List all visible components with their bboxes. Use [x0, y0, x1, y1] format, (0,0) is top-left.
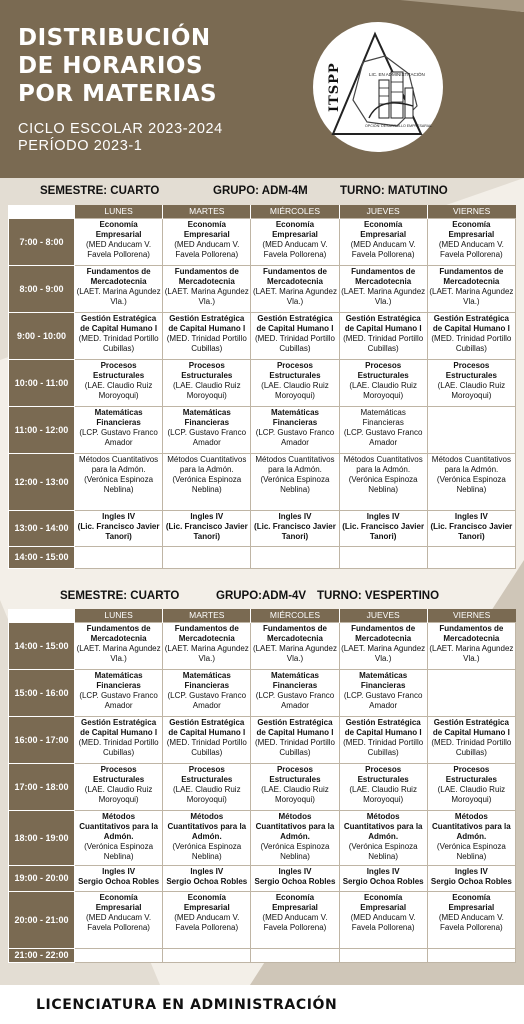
teacher-name: (MED Anducam V. Favela Pollorena) — [350, 912, 416, 932]
subject-name: Economía Empresarial — [95, 219, 142, 239]
teacher-name: (LCP. Gustavo Franco Amador — [167, 427, 247, 447]
day-header-tuesday: MARTES — [163, 205, 251, 218]
time-slot-label: 8:00 - 9:00 — [9, 265, 75, 312]
page-title — [18, 24, 298, 108]
subject-name: Fundamentos de Mercadotecnia — [351, 266, 416, 286]
schedule-cell — [163, 406, 251, 453]
subject-name: Economía Empresarial — [183, 892, 230, 912]
schedule-cell — [163, 669, 251, 716]
subject-name: Matemáticas Financieras — [360, 407, 406, 427]
schedule-cell — [251, 406, 339, 453]
day-header-wednesday: MIÉRCOLES — [251, 205, 339, 218]
table-header-row — [9, 205, 516, 218]
subject-name: Procesos Estructurales — [181, 360, 233, 380]
subject-name: Procesos Estructurales — [269, 764, 321, 784]
teacher-name: Sergio Ochoa Robles — [342, 876, 424, 886]
teacher-name: (LAE. Claudio Ruiz Moroyoqui) — [437, 784, 506, 804]
schedule-cell — [163, 265, 251, 312]
title-line-1: DISTRIBUCIÓN — [18, 25, 211, 51]
subject-name: Economía Empresarial — [272, 892, 318, 912]
time-slot-label: 15:00 - 16:00 — [9, 669, 75, 716]
cycle-info — [18, 121, 223, 155]
morning-semester: SEMESTRE: CUARTO — [40, 185, 160, 197]
teacher-name: (LAE. Claudio Ruiz Moroyoqui) — [437, 380, 506, 400]
subject-name: Economía Empresarial — [360, 892, 407, 912]
subject-name: Métodos Cuantitativos para la Admón. — [79, 454, 159, 474]
subject-name: Ingles IV — [366, 866, 400, 876]
teacher-name: (MED. Trinidad Portillo Cubillas) — [343, 737, 424, 757]
teacher-name: Sergio Ochoa Robles — [430, 876, 512, 886]
school-cycle: CICLO ESCOLAR 2023-2024 — [18, 121, 223, 137]
teacher-name: (Lic. Francisco Javier Tanori) — [254, 521, 336, 541]
subject-name: Economía Empresarial — [272, 219, 318, 239]
schedule-cell — [339, 406, 427, 453]
schedule-cell — [339, 810, 427, 865]
schedule-row — [9, 865, 516, 891]
teacher-name: (LAET. Marina Agundez Vla.) — [164, 643, 249, 663]
subject-name: Gestión Estratégica de Capital Humano I — [432, 313, 510, 333]
time-slot-label: 21:00 - 22:00 — [9, 948, 75, 962]
time-header-blank — [9, 205, 75, 218]
schedule-row — [9, 406, 516, 453]
schedule-row — [9, 218, 516, 265]
schedule-cell — [339, 453, 427, 510]
teacher-name: (LCP. Gustavo Franco Amador — [167, 690, 247, 710]
title-line-3: POR MATERIAS — [18, 81, 218, 107]
schedule-cell — [339, 891, 427, 948]
subject-name: Matemáticas Financieras — [182, 407, 231, 427]
schedule-cell — [427, 763, 515, 810]
subject-name: Fundamentos de Mercadotecnia — [86, 623, 151, 643]
subject-name: Ingles IV — [454, 866, 488, 876]
day-header-monday: LUNES — [75, 609, 163, 622]
teacher-name: (MED. Trinidad Portillo Cubillas) — [78, 333, 159, 353]
schedule-cell — [339, 763, 427, 810]
teacher-name: Sergio Ochoa Robles — [166, 876, 248, 886]
subject-name: Métodos Cuantitativos para la Admón. — [167, 811, 247, 841]
subject-name: Métodos Cuantitativos para la Admón. — [432, 811, 511, 841]
teacher-name: (Verónica Espinoza Neblina) — [260, 841, 330, 861]
subject-name: Matemáticas Financieras — [94, 670, 143, 690]
schedule-cell — [339, 218, 427, 265]
subject-name: Procesos Estructurales — [357, 764, 409, 784]
time-slot-label: 19:00 - 20:00 — [9, 865, 75, 891]
teacher-name: (MED. Trinidad Portillo Cubillas) — [166, 737, 247, 757]
subject-name: Ingles IV — [278, 866, 312, 876]
teacher-name: (LAET. Marina Agundez Vla.) — [429, 286, 514, 306]
subject-name: Ingles IV — [366, 511, 400, 521]
teacher-name: (LCP. Gustavo Franco Amador — [79, 427, 158, 447]
teacher-name: (LCP. Gustavo Franco Amador — [79, 690, 158, 710]
schedule-cell — [251, 716, 339, 763]
schedule-cell — [251, 265, 339, 312]
subject-name: Matemáticas Financieras — [270, 407, 319, 427]
schedule-cell — [427, 546, 515, 568]
schedule-cell — [251, 669, 339, 716]
subject-name: Métodos Cuantitativos para la Admón. — [167, 454, 247, 474]
morning-section-header — [0, 185, 524, 201]
teacher-name: (Lic. Francisco Javier Tanori) — [165, 521, 248, 541]
schedule-row — [9, 948, 516, 962]
subject-name: Métodos Cuantitativos para la Admón. — [431, 454, 511, 474]
teacher-name: (MED Anducam V. Favela Pollorena) — [438, 239, 504, 259]
subject-name: Fundamentos de Mercadotecnia — [439, 623, 504, 643]
teacher-name: (LAET. Marina Agundez Vla.) — [252, 286, 337, 306]
header — [0, 0, 524, 178]
teacher-name: (Verónica Espinoza Neblina) — [84, 841, 154, 861]
day-header-thursday: JUEVES — [339, 205, 427, 218]
schedule-cell — [75, 622, 163, 669]
subject-name: Métodos Cuantitativos para la Admón. — [79, 811, 158, 841]
subject-name: Ingles IV — [278, 511, 312, 521]
schedule-cell — [163, 891, 251, 948]
evening-shift: TURNO: VESPERTINO — [317, 590, 440, 602]
schedule-cell — [251, 359, 339, 406]
subject-name: Economía Empresarial — [360, 219, 407, 239]
teacher-name: (LAE. Claudio Ruiz Moroyoqui) — [261, 380, 329, 400]
teacher-name: (Verónica Espinoza Neblina) — [436, 474, 506, 494]
time-slot-label: 7:00 - 8:00 — [9, 218, 75, 265]
subject-name: Fundamentos de Mercadotecnia — [86, 266, 151, 286]
schedule-cell — [75, 406, 163, 453]
schedule-cell — [75, 669, 163, 716]
footer-program-name: LICENCIATURA EN ADMINISTRACIÓN — [36, 997, 338, 1013]
schedule-cell — [75, 810, 163, 865]
schedule-cell — [427, 406, 515, 453]
schedule-cell — [163, 622, 251, 669]
teacher-name: Sergio Ochoa Robles — [78, 876, 160, 886]
teacher-name: (MED. Trinidad Portillo Cubillas) — [166, 333, 247, 353]
teacher-name: (LAET. Marina Agundez Vla.) — [252, 643, 337, 663]
schedule-row — [9, 312, 516, 359]
subject-name: Gestión Estratégica de Capital Humano I — [344, 717, 422, 737]
time-slot-label: 14:00 - 15:00 — [9, 622, 75, 669]
schedule-cell — [339, 716, 427, 763]
schedule-cell — [427, 265, 515, 312]
teacher-name: (Lic. Francisco Javier Tanori) — [342, 521, 425, 541]
teacher-name: (MED. Trinidad Portillo Cubillas) — [431, 737, 512, 757]
schedule-cell — [75, 510, 163, 546]
schedule-cell — [251, 865, 339, 891]
subject-name: Fundamentos de Mercadotecnia — [174, 266, 239, 286]
teacher-name: (MED Anducam V. Favela Pollorena) — [262, 912, 328, 932]
teacher-name: (MED Anducam V. Favela Pollorena) — [86, 239, 152, 259]
schedule-cell — [427, 669, 515, 716]
time-slot-label: 16:00 - 17:00 — [9, 716, 75, 763]
teacher-name: (LAET. Marina Agundez Vla.) — [76, 643, 161, 663]
subject-name: Procesos Estructurales — [269, 360, 321, 380]
subject-name: Métodos Cuantitativos para la Admón. — [343, 454, 423, 474]
subject-name: Fundamentos de Mercadotecnia — [351, 623, 416, 643]
teacher-name: (Verónica Espinoza Neblina) — [84, 474, 154, 494]
subject-name: Fundamentos de Mercadotecnia — [174, 623, 239, 643]
teacher-name: (MED Anducam V. Favela Pollorena) — [262, 239, 328, 259]
subject-name: Gestión Estratégica de Capital Humano I — [344, 313, 422, 333]
schedule-row — [9, 810, 516, 865]
subject-name: Economía Empresarial — [183, 219, 230, 239]
teacher-name: (MED Anducam V. Favela Pollorena) — [174, 239, 240, 259]
logo-acronym: ITSPP — [327, 62, 342, 112]
schedule-cell — [163, 948, 251, 962]
schedule-cell — [163, 810, 251, 865]
subject-name: Procesos Estructurales — [93, 764, 145, 784]
subject-name: Gestión Estratégica de Capital Humano I — [256, 717, 334, 737]
schedule-cell — [251, 948, 339, 962]
evening-schedule-table — [8, 609, 516, 963]
subject-name: Métodos Cuantitativos para la Admón. — [343, 811, 423, 841]
schedule-cell — [251, 453, 339, 510]
time-header-blank — [9, 609, 75, 622]
title-line-2: DE HORARIOS — [18, 53, 204, 79]
time-slot-label: 10:00 - 11:00 — [9, 359, 75, 406]
schedule-cell — [251, 510, 339, 546]
schedule-cell — [427, 359, 515, 406]
teacher-name: (Lic. Francisco Javier Tanori) — [430, 521, 513, 541]
teacher-name: (Verónica Espinoza Neblina) — [348, 841, 418, 861]
schedule-row — [9, 359, 516, 406]
subject-name: Gestión Estratégica de Capital Humano I — [80, 313, 158, 333]
time-slot-label: 12:00 - 13:00 — [9, 453, 75, 510]
day-header-friday: VIERNES — [427, 609, 515, 622]
schedule-cell — [339, 510, 427, 546]
subject-name: Matemáticas Financieras — [182, 670, 231, 690]
teacher-name: (Lic. Francisco Javier Tanori) — [77, 521, 160, 541]
day-header-monday: LUNES — [75, 205, 163, 218]
schedule-cell — [75, 763, 163, 810]
subject-name: Ingles IV — [190, 511, 224, 521]
day-header-wednesday: MIÉRCOLES — [251, 609, 339, 622]
evening-group: GRUPO:ADM-4V — [216, 590, 307, 602]
teacher-name: (LAE. Claudio Ruiz Moroyoqui) — [172, 380, 241, 400]
morning-shift: TURNO: MATUTINO — [340, 185, 448, 197]
schedule-cell — [427, 622, 515, 669]
schedule-cell — [75, 891, 163, 948]
subject-name: Ingles IV — [190, 866, 224, 876]
schedule-row — [9, 453, 516, 510]
subject-name: Ingles IV — [454, 511, 488, 521]
schedule-cell — [427, 312, 515, 359]
schedule-cell — [163, 453, 251, 510]
schedule-row — [9, 669, 516, 716]
teacher-name: (LAE. Claudio Ruiz Moroyoqui) — [349, 784, 417, 804]
subject-name: Economía Empresarial — [95, 892, 142, 912]
subject-name: Gestión Estratégica de Capital Humano I — [168, 313, 246, 333]
schedule-cell — [339, 546, 427, 568]
schedule-row — [9, 510, 516, 546]
teacher-name: (MED. Trinidad Portillo Cubillas) — [343, 333, 424, 353]
subject-name: Economía Empresarial — [448, 219, 495, 239]
teacher-name: (Verónica Espinoza Neblina) — [172, 474, 242, 494]
evening-section-header — [0, 590, 524, 606]
teacher-name: (MED. Trinidad Portillo Cubillas) — [431, 333, 512, 353]
schedule-cell — [339, 265, 427, 312]
teacher-name: (Verónica Espinoza Neblina) — [348, 474, 418, 494]
schedule-row — [9, 763, 516, 810]
schedule-row — [9, 546, 516, 568]
schedule-cell — [251, 622, 339, 669]
institution-logo — [313, 22, 443, 152]
subject-name: Matemáticas Financieras — [94, 407, 143, 427]
teacher-name: (LAET. Marina Agundez Vla.) — [164, 286, 249, 306]
school-period: PERÍODO 2023-1 — [18, 138, 143, 154]
table-header-row — [9, 609, 516, 622]
subject-name: Métodos Cuantitativos para la Admón. — [255, 454, 335, 474]
schedule-cell — [75, 265, 163, 312]
subject-name: Fundamentos de Mercadotecnia — [439, 266, 504, 286]
schedule-cell — [339, 669, 427, 716]
teacher-name: (LAE. Claudio Ruiz Moroyoqui) — [84, 784, 153, 804]
schedule-cell — [339, 948, 427, 962]
schedule-cell — [339, 865, 427, 891]
schedule-cell — [339, 359, 427, 406]
subject-name: Gestión Estratégica de Capital Humano I — [80, 717, 158, 737]
subject-name: Procesos Estructurales — [181, 764, 233, 784]
teacher-name: (LCP. Gustavo Franco Amador — [343, 427, 423, 447]
schedule-cell — [339, 622, 427, 669]
time-slot-label: 14:00 - 15:00 — [9, 546, 75, 568]
day-header-friday: VIERNES — [427, 205, 515, 218]
teacher-name: (MED. Trinidad Portillo Cubillas) — [254, 333, 335, 353]
evening-semester: SEMESTRE: CUARTO — [60, 590, 180, 602]
morning-group: GRUPO: ADM-4M — [213, 185, 308, 197]
logo-bottom-text: OPCIÓN: DESARROLLO EMPRESARIAL — [365, 124, 433, 128]
schedule-cell — [163, 510, 251, 546]
schedule-cell — [251, 810, 339, 865]
schedule-row — [9, 265, 516, 312]
subject-name: Economía Empresarial — [448, 892, 495, 912]
time-slot-label: 18:00 - 19:00 — [9, 810, 75, 865]
time-slot-label: 11:00 - 12:00 — [9, 406, 75, 453]
subject-name: Matemáticas Financieras — [359, 670, 408, 690]
schedule-cell — [427, 218, 515, 265]
schedule-cell — [163, 359, 251, 406]
schedule-row — [9, 891, 516, 948]
teacher-name: (Verónica Espinoza Neblina) — [260, 474, 330, 494]
teacher-name: (LAE. Claudio Ruiz Moroyoqui) — [84, 380, 153, 400]
subject-name: Métodos Cuantitativos para la Admón. — [255, 811, 335, 841]
schedule-cell — [163, 716, 251, 763]
schedule-cell — [75, 948, 163, 962]
schedule-cell — [427, 453, 515, 510]
schedule-cell — [427, 510, 515, 546]
teacher-name: (MED. Trinidad Portillo Cubillas) — [78, 737, 159, 757]
schedule-cell — [75, 359, 163, 406]
subject-name: Fundamentos de Mercadotecnia — [262, 623, 327, 643]
teacher-name: Sergio Ochoa Robles — [254, 876, 336, 886]
teacher-name: (MED Anducam V. Favela Pollorena) — [174, 912, 240, 932]
subject-name: Procesos Estructurales — [93, 360, 145, 380]
schedule-cell — [163, 312, 251, 359]
schedule-cell — [75, 218, 163, 265]
logo-top-text: LIC. EN ADMINISTRACIÓN — [369, 72, 425, 77]
teacher-name: (LAET. Marina Agundez Vla.) — [341, 286, 426, 306]
subject-name: Ingles IV — [102, 511, 136, 521]
schedule-cell — [427, 810, 515, 865]
schedule-cell — [163, 546, 251, 568]
subject-name: Fundamentos de Mercadotecnia — [262, 266, 327, 286]
teacher-name: (Verónica Espinoza Neblina) — [172, 841, 242, 861]
teacher-name: (LCP. Gustavo Franco Amador — [255, 690, 335, 710]
teacher-name: (MED Anducam V. Favela Pollorena) — [350, 239, 416, 259]
teacher-name: (LCP. Gustavo Franco Amador — [343, 690, 423, 710]
day-header-thursday: JUEVES — [339, 609, 427, 622]
teacher-name: (MED Anducam V. Favela Pollorena) — [86, 912, 152, 932]
teacher-name: (LAE. Claudio Ruiz Moroyoqui) — [261, 784, 329, 804]
schedule-cell — [75, 546, 163, 568]
schedule-cell — [163, 865, 251, 891]
day-header-tuesday: MARTES — [163, 609, 251, 622]
schedule-row — [9, 716, 516, 763]
time-slot-label: 20:00 - 21:00 — [9, 891, 75, 948]
subject-name: Procesos Estructurales — [445, 360, 497, 380]
schedule-cell — [75, 453, 163, 510]
schedule-cell — [427, 865, 515, 891]
schedule-cell — [75, 312, 163, 359]
teacher-name: (MED. Trinidad Portillo Cubillas) — [254, 737, 335, 757]
schedule-cell — [75, 716, 163, 763]
teacher-name: (LAE. Claudio Ruiz Moroyoqui) — [172, 784, 241, 804]
subject-name: Gestión Estratégica de Capital Humano I — [432, 717, 510, 737]
subject-name: Gestión Estratégica de Capital Humano I — [256, 313, 334, 333]
schedule-cell — [427, 948, 515, 962]
teacher-name: (Verónica Espinoza Neblina) — [436, 841, 506, 861]
schedule-cell — [251, 763, 339, 810]
subject-name: Ingles IV — [102, 866, 136, 876]
schedule-cell — [251, 218, 339, 265]
teacher-name: (LCP. Gustavo Franco Amador — [255, 427, 335, 447]
teacher-name: (LAET. Marina Agundez Vla.) — [429, 643, 514, 663]
teacher-name: (LAET. Marina Agundez Vla.) — [341, 643, 426, 663]
schedule-cell — [251, 546, 339, 568]
schedule-row — [9, 622, 516, 669]
schedule-cell — [251, 891, 339, 948]
schedule-cell — [163, 218, 251, 265]
time-slot-label: 13:00 - 14:00 — [9, 510, 75, 546]
subject-name: Procesos Estructurales — [445, 764, 497, 784]
subject-name: Gestión Estratégica de Capital Humano I — [168, 717, 246, 737]
morning-schedule-table — [8, 205, 516, 569]
subject-name: Procesos Estructurales — [357, 360, 409, 380]
schedule-cell — [163, 763, 251, 810]
schedule-cell — [251, 312, 339, 359]
teacher-name: (LAE. Claudio Ruiz Moroyoqui) — [349, 380, 417, 400]
schedule-cell — [75, 865, 163, 891]
schedule-cell — [427, 716, 515, 763]
time-slot-label: 9:00 - 10:00 — [9, 312, 75, 359]
schedule-cell — [427, 891, 515, 948]
schedule-cell — [339, 312, 427, 359]
teacher-name: (MED Anducam V. Favela Pollorena) — [438, 912, 504, 932]
subject-name: Matemáticas Financieras — [270, 670, 319, 690]
teacher-name: (LAET. Marina Agundez Vla.) — [76, 286, 161, 306]
time-slot-label: 17:00 - 18:00 — [9, 763, 75, 810]
